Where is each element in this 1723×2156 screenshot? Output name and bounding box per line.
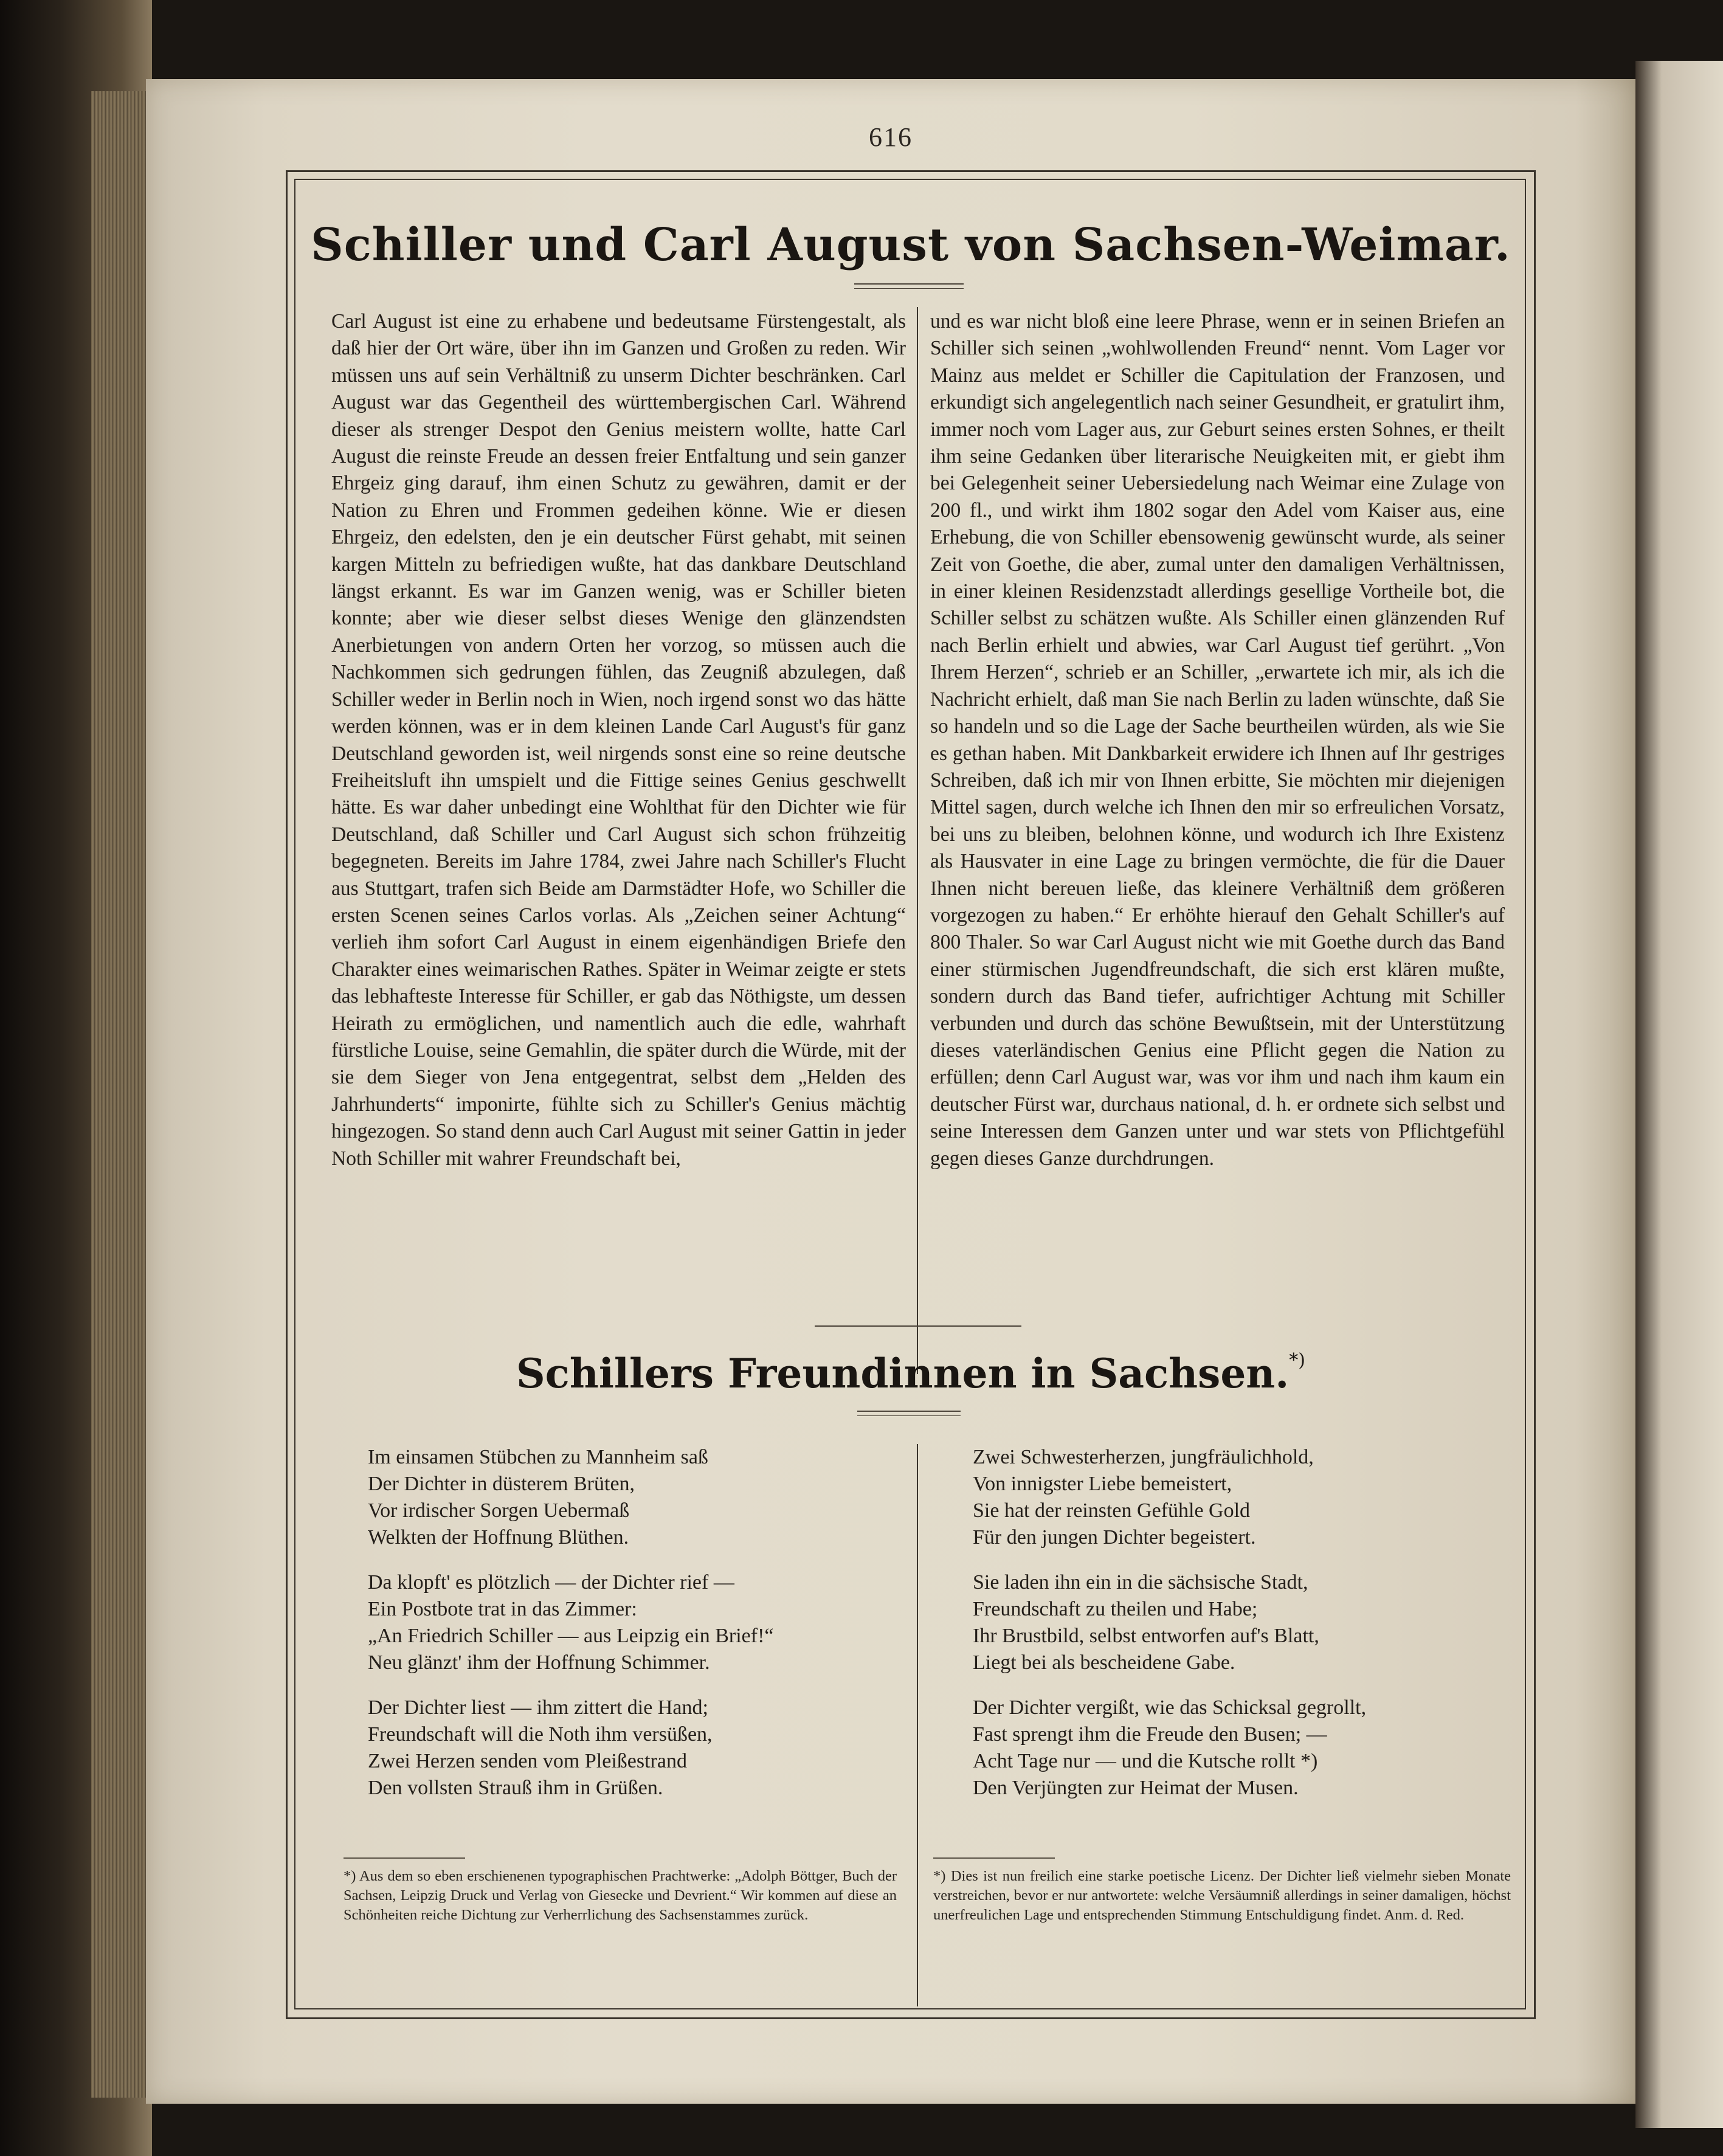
poem-line: Den vollsten Strauß ihm in Grüßen. <box>368 1777 663 1799</box>
poem-line: Der Dichter in düsterem Brüten, <box>368 1473 635 1495</box>
poem-stanza <box>368 1444 903 1551</box>
title-ornament-1 <box>854 283 964 289</box>
footnote-rule-right <box>933 1857 1055 1859</box>
poem-line: Neu glänzt' ihm der Hoffnung Schimmer. <box>368 1651 710 1674</box>
page-number: 616 <box>869 122 913 152</box>
poem-left-column <box>368 1444 903 1820</box>
poem-line: Sie hat der reinsten Gefühle Gold <box>973 1499 1251 1522</box>
column-divider-1 <box>917 307 918 1374</box>
column-divider-2 <box>917 1444 918 2006</box>
article-1-right-text: und es war nicht bloß eine leere Phrase, wenn er in seinen Briefen an Schiller sich seinen „wohlwollenden Freund“ nennt. Vom Lager vor Mainz aus meldet er Schiller die Capitulation der Franzosen, und erkundigt sich angelegentlich nach seiner Gesundheit, er gratulirt ihm, immer noch vom Lager aus, zur Geburt seines ersten Sohnes, er theilt ihm seine Gedanken über literarische Neuigkeiten mit, er giebt ihm bei Gelegenheit seiner Uebersiedelung nach Weimar eine Zulage von 200 fl., und wirkt ihm 1802 sogar den Adel vom Kaiser aus, eine Erhebung, die von Schiller ebensowenig gewünscht wurde, als seiner Zeit von Goethe, die aber, zumal unter den damaligen Verhältnissen, in einer kleinen Residenzstadt allerdings gesellige Vortheile bot, die Schiller selbst zu schätzen wußte. Als Schiller einen glänzenden Ruf nach Berlin erhielt und abwies, war Carl August tief gerührt. „Von Ihrem Herzen“, schrieb er an Schiller, „erwartete ich mir, als ich die Nachricht erhielt, daß man Sie nach Berlin zu laden wünschte, daß Sie so handeln und so die Lage der Sache beurtheilen würden, als wie Sie es gethan haben. Mit Dankbarkeit erwidere ich Ihnen auf Ihr gestriges Schreiben, daß ich mir von Ihnen erbitte, Sie möchten mir diejenigen Mittel sagen, durch welche ich Ihnen den mir so erfreulichen Vorsatz, bei uns zu bleiben, belohnen könne, und wodurch ich Ihre Existenz als Hausvater in eine Lage zu bringen vermöchte, die für die Dauer Ihnen nicht bereuen ließe, das kleinere Verhältniß dem größeren vorgezogen zu haben.“ Er erhöhte hierauf den Gehalt Schiller's auf 800 Thaler. So war Carl August nicht wie mit Goethe durch das Band einer stürmischen Jugendfreundschaft, die sich erst klären mußte, sondern durch das Band tiefer, aufrichtiger Achtung mit Schiller verbunden und durch das schöne Bewußtsein, mit der Unterstützung dieses vaterländischen Genius eine Pflicht gegen die Nation zu erfüllen; denn Carl August war, was vor ihm und nach ihm kaum ein deutscher Fürst war, durchaus national, d. h. er ordnete sich selbst und seine Interessen dem Ganzen unter und war stets von Pflichtgefühl gegen dieses Ganze durchdrungen. <box>930 310 1505 1170</box>
poem-line: Der Dichter vergißt, wie das Schicksal gegrollt, <box>973 1696 1367 1719</box>
poem-line: Welkten der Hoffnung Blüthen. <box>368 1526 629 1549</box>
poem-line: Acht Tage nur — und die Kutsche rollt *) <box>973 1750 1318 1772</box>
article-1-left-text: Carl August ist eine zu erhabene und bedeutsame Fürstengestalt, als daß hier der Ort wäre, über ihn im Ganzen und Großen zu reden. Wir müssen uns auf sein Verhältniß zu unserm Dichter beschränken. Carl August war das Gegentheil des württembergischen Carl. Während dieser als strenger Despot den Genius meistern wollte, hatte Carl August die reinste Freude an dessen freier Entfaltung und sein ganzer Ehrgeiz ging darauf, ihm einen Schutz zu gewähren, damit er der Nation zu Ehren und Frommen gedeihen könne. Wie er diesen Ehrgeiz, den edelsten, den je ein deutscher Fürst gehabt, mit seinen kargen Mitteln zu befriedigen wußte, hat das dankbare Deutschland längst erkannt. Es war im Ganzen wenig, was er Schiller bieten konnte; aber wie dieser selbst dieses Wenige den glänzendsten Anerbietungen von andern Orten her vorzog, so müssen auch die Nachkommen sich gedrungen fühlen, das Zeugniß abzulegen, daß Schiller weder in Berlin noch in Wien, noch irgend sonst wo das hätte werden können, was er in dem kleinen Lande Carl August's für ganz Deutschland geworden ist, weil nirgends sonst eine so reine deutsche Freiheitsluft ihn umspielt und die Fittige seines Genius geschwellt hätte. Es war daher unbedingt eine Wohlthat für den Dichter wie für Deutschland, daß Schiller und Carl August sich schon frühzeitig begegneten. Bereits im Jahre 1784, zwei Jahre nach Schiller's Flucht aus Stuttgart, trafen sich Beide am Darmstädter Hofe, wo Schiller die ersten Scenen seines Carlos vorlas. Als „Zeichen seiner Achtung“ verlieh ihm sofort Carl August in einem eigenhändigen Briefe den Charakter eines weimarischen Rathes. Später in Weimar zeigte er stets das lebhafteste Interesse für Schiller, er gab das Nöthigste, um dessen Heirath zu ermöglichen, und namentlich auch die edle, wahrhaft fürstliche Louise, seine Gemahlin, die später durch die Würde, mit der sie dem Sieger von Jena entgegentrat, selbst dem „Helden des Jahrhunderts“ imponirte, fühlte sich zu Schiller's Genius mächtig hingezogen. So stand denn auch Carl August mit seiner Gattin in jeder Noth Schiller mit wahrer Freundschaft bei, <box>331 310 906 1170</box>
poem-line: Vor irdischer Sorgen Uebermaß <box>368 1499 630 1522</box>
article-2-title <box>286 1350 1536 1397</box>
poem-line: Der Dichter liest — ihm zittert die Hand; <box>368 1696 708 1719</box>
poem-line: „An Friedrich Schiller — aus Leipzig ein Brief!“ <box>368 1625 774 1647</box>
poem-stanza <box>973 1444 1508 1551</box>
book-page <box>146 79 1635 2104</box>
poem-line: Freundschaft will die Noth ihm versüßen, <box>368 1723 713 1746</box>
poem-line: Sie laden ihn ein in die sächsische Stadt, <box>973 1571 1308 1594</box>
poem-stanza <box>973 1569 1508 1676</box>
article-1-title: Schiller und Carl August von Sachsen-Weimar. <box>311 219 1511 271</box>
title-ornament-2 <box>857 1411 961 1416</box>
poem-line: Von innigster Liebe bemeistert, <box>973 1473 1232 1495</box>
poem-line: Für den jungen Dichter begeistert. <box>973 1526 1256 1549</box>
article-1-right-column <box>930 308 1505 1172</box>
footnote-rule-left <box>344 1857 465 1859</box>
article-1-left-column <box>331 308 906 1172</box>
poem-stanza <box>368 1569 903 1676</box>
poem-line: Ein Postbote trat in das Zimmer: <box>368 1598 637 1620</box>
footnote-left: *) Aus dem so eben erschienenen typographischen Prachtwerke: „Adolph Böttger, Buch der Sachsen, Leipzig Druck und Verlag von Giesecke und Devrient.“ Wir kommen auf diese an Schönheiten reiche Dichtung zur Verherrlichung des Sachsenstammes zurück. <box>344 1868 897 1923</box>
facing-page-edge <box>1635 61 1723 2128</box>
poem-line: Ihr Brustbild, selbst entworfen auf's Blatt, <box>973 1625 1319 1647</box>
poem-line: Im einsamen Stübchen zu Mannheim saß <box>368 1446 708 1468</box>
poem-line: Zwei Herzen senden vom Pleißestrand <box>368 1750 687 1772</box>
section-separator <box>815 1325 1021 1328</box>
poem-right-column <box>973 1444 1508 1820</box>
poem-stanza <box>973 1695 1508 1802</box>
poem-line: Fast sprengt ihm die Freude den Busen; — <box>973 1723 1327 1746</box>
poem-line: Zwei Schwesterherzen, jungfräulichhold, <box>973 1446 1314 1468</box>
poem-line: Liegt bei als bescheidene Gabe. <box>973 1651 1235 1674</box>
poem-stanza <box>368 1695 903 1802</box>
article-2-title-text: Schillers Freundinnen in Sachsen. <box>516 1350 1290 1397</box>
poem-line: Den Verjüngten zur Heimat der Musen. <box>973 1777 1299 1799</box>
footnote-right: *) Dies ist nun freilich eine starke poetische Licenz. Der Dichter ließ vielmehr sieben Monate verstreichen, bevor er nur antwortete: welche Versäumniß allerdings in seiner damaligen, höchst unerfreulichen Lage und entsprechenden Stimmung Entschuldigung findet. Anm. d. Red. <box>933 1868 1511 1923</box>
poem-line: Da klopft' es plötzlich — der Dichter rief — <box>368 1571 734 1594</box>
article-2-title-mark: *) <box>1289 1350 1305 1371</box>
poem-line: Freundschaft zu theilen und Habe; <box>973 1598 1258 1620</box>
